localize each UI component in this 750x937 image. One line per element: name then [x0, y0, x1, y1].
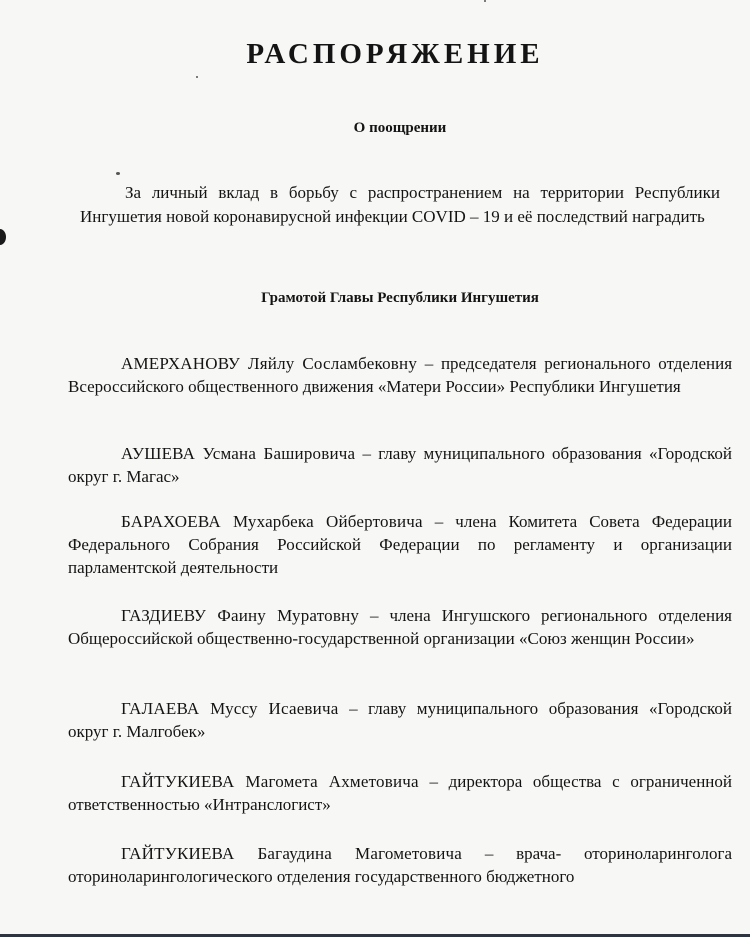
- scan-speck: [196, 76, 198, 78]
- entry-name: БАРАХОЕВА Мухарбека Ойбертовича: [121, 512, 423, 531]
- entry-name: ГАЙТУКИЕВА Багаудина Магометовича: [121, 844, 463, 863]
- entry-name: ГАЛАЕВА Муссу Исаевича: [121, 699, 339, 718]
- document-title: РАСПОРЯЖЕНИЕ: [246, 38, 544, 70]
- award-entry: [68, 697, 732, 743]
- entry-name: ГАЗДИЕВУ Фаину Муратовну: [121, 606, 360, 625]
- award-entry: [68, 510, 732, 579]
- entry-name: ГАЙТУКИЕВА Магомета Ахметовича: [121, 772, 419, 791]
- entry-description: – главу муниципального образования «Городской округ г. Магас»: [68, 444, 732, 486]
- entry-description: – врача- оториноларинголога оториноларингологического отделения государственного бюджетного: [68, 844, 733, 886]
- entry-description: – члена Комитета Совета Федерации Федерального Собрания Российской Федерации по регламенту и организации парламентской деятельности: [68, 512, 732, 577]
- entry-name: АМЕРХАНОВУ Ляйлу Сосламбековну: [121, 354, 418, 373]
- entry-description: – председателя регионального отделения Всероссийского общественного движения «Матери России» Республики Ингушетия: [68, 354, 733, 396]
- intro-paragraph: За личный вклад в борьбу с распространением на территории Республики Ингушетия новой коронавирусной инфекции COVID – 19 и её последствий наградить: [80, 183, 720, 226]
- award-entry: [68, 842, 732, 888]
- binder-hole-mark: [0, 229, 6, 245]
- award-entry: [68, 604, 732, 650]
- award-entry: [68, 770, 732, 816]
- entry-name: АУШЕВА Усмана Башировича: [121, 444, 356, 463]
- entry-description: – главу муниципального образования «Городской округ г. Малгобек»: [68, 699, 733, 741]
- award-entry: [68, 352, 732, 398]
- scan-speck: [484, 0, 486, 2]
- scan-speck: [116, 172, 120, 175]
- document-subtitle: О поощрении: [353, 120, 447, 136]
- entry-description: – члена Ингушского регионального отделения Общероссийской общественно-государственной организации «Союз женщин России»: [68, 606, 732, 648]
- award-heading: Грамотой Главы Республики Ингушетия: [261, 290, 539, 306]
- award-entry: [68, 442, 732, 488]
- entry-description: – директора общества с ограниченной ответственностью «Интранслогист»: [68, 772, 733, 814]
